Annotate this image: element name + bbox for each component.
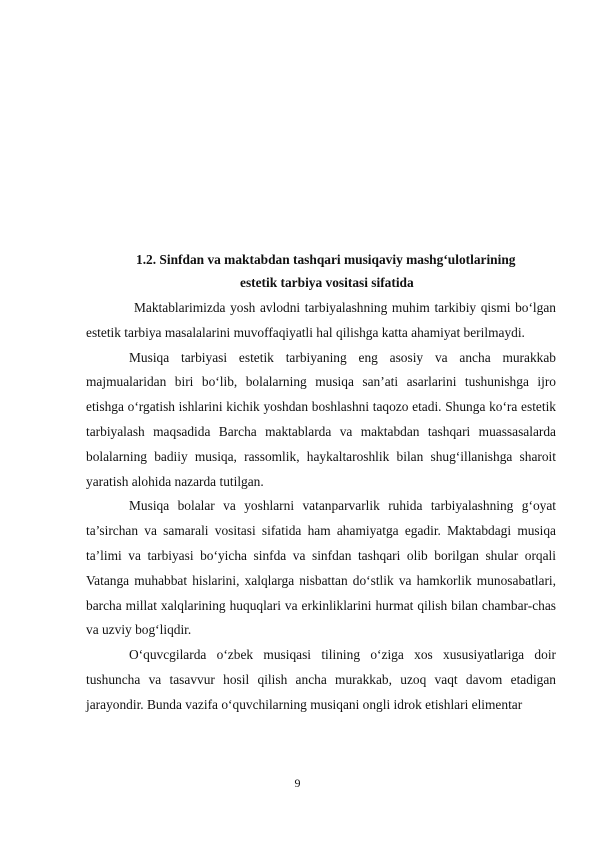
section-heading [86, 248, 556, 294]
page-number: 9 [294, 776, 301, 790]
paragraph: O‘quvcgilarda o‘zbek musiqasi tilining o‘ziga xos xususiyatlariga doir tushuncha va tasavvur hosil qilish ancha murakkab, uzoq vaqt davom etadigan jarayondir. Bunda vazifa o‘quvchilarning musiqani ongli idrok etishlari elimentar [86, 647, 556, 712]
section-heading-line-1: 1.2. Sinfdan va maktabdan tashqari musiqaviy mashg‘ulotlarining [136, 252, 516, 267]
paragraph: Musiqa tarbiyasi estetik tarbiyaning eng asosiy va ancha murakkab majmualaridan biri bo‘lib, bolalarning musiqa san’ati asarlarini tushunishga ijro etishga o‘rgatish ishlarini kichik yoshdan boshlashni taqozo etadi. Shunga ko‘ra estetik tarbiyalash maqsadida Barcha maktablarda va maktabdan tashqari muassasalarda bolalarning badiiy musiqa, rassomlik, haykaltaroshlik bilan shug‘illanishga sharoit yaratish alohida nazarda tutilgan. [86, 349, 556, 489]
paragraph: Musiqa bolalar va yoshlarni vatanparvarlik ruhida tarbiyalashning g‘oyat ta’sirchan va samarali vositasi sifatida ham ahamiyatga egadir. Maktabdagi musiqa ta’limi va tarbiyasi bo‘yicha sinfda va sinfdan tashqari olib borilgan shular orqali Vatanga muhabbat hislarini, xalqlarga nisbattan do‘stlik va hamkorlik munosabatlari, barcha millat xalqlarining huquqlari va erkinliklarini hurmat qilish bilan chambar-chas va uzviy bog‘liqdir. [86, 498, 556, 638]
body-text [86, 296, 556, 718]
section-heading-line-2: estetik tarbiya vositasi sifatida [240, 275, 414, 290]
paragraph: Maktablarimizda yosh avlodni tarbiyalashning muhim tarkibiy qismi bo‘lgan estetik tarbiya masalalarini muvoffaqiyatli hal qilishga katta ahamiyat berilmaydi. [86, 300, 556, 340]
